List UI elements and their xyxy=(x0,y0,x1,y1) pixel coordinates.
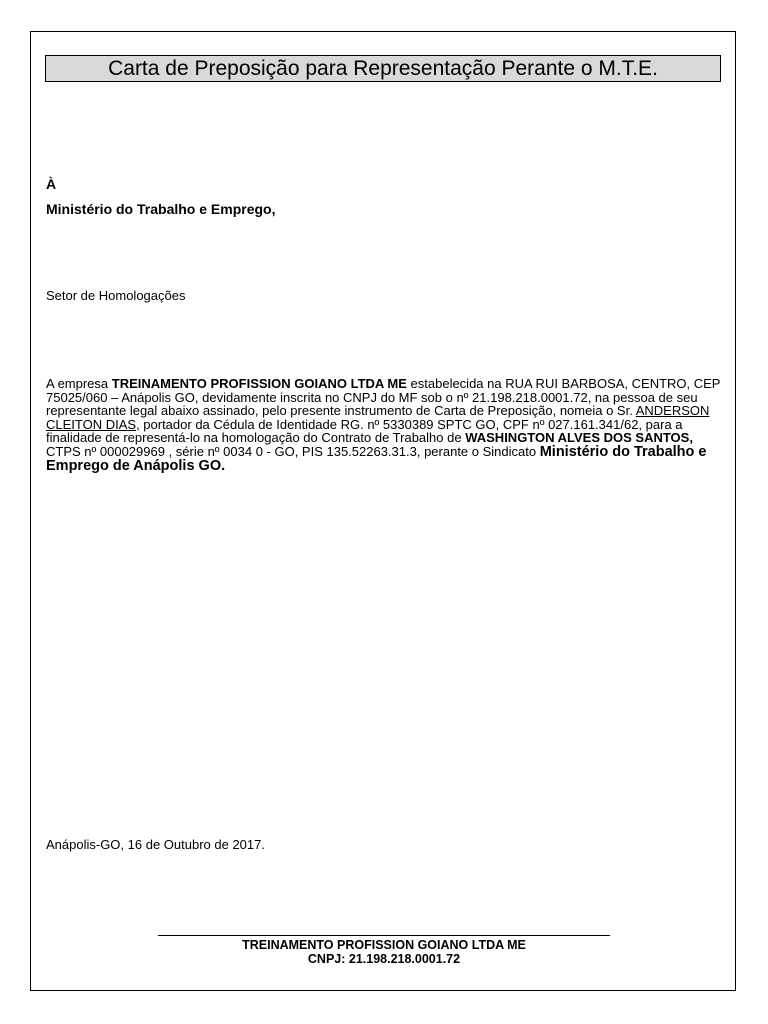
body-text: A empresa xyxy=(46,376,112,391)
date-line: Anápolis-GO, 16 de Outubro de 2017. xyxy=(46,837,265,852)
body-text: estabelecida na RUA RUI BARBOSA, CENTRO, CEP 75025/060 – Anápolis GO, devidamente inscrita no CNPJ do MF sob o nº 21.198.218.0001.72, na pessoa de seu representante legal abaixo assinado, pelo presente instrumento de Carta de Preposição, nomeia o Sr. xyxy=(46,376,721,418)
recipient: Ministério do Trabalho e Emprego, xyxy=(46,201,276,217)
signature-line xyxy=(158,935,610,936)
body-paragraph xyxy=(46,377,726,474)
body-text: , portador da Cédula de Identidade RG. nº 5330389 SPTC GO, CPF nº 027.161.341/62, para a finalidade de representá-lo na homologação do Contrato de Trabalho de xyxy=(46,416,683,445)
signature-cnpj: CNPJ: 21.198.218.0001.72 xyxy=(307,952,461,966)
signature-company: TREINAMENTO PROFISSION GOIANO LTDA ME xyxy=(242,938,526,952)
body-text: CTPS nº 000029969 , série nº 0034 0 - GO, PIS 135.52263.31.3, perante o Sindicato xyxy=(46,443,540,459)
company-name: TREINAMENTO PROFISSION GOIANO LTDA ME xyxy=(111,376,407,391)
sector-line: Setor de Homologações xyxy=(46,288,186,303)
union-name: Ministério do Trabalho e Emprego de Anápolis GO. xyxy=(46,443,707,474)
representative-name: ANDERSON CLEITON DIAS xyxy=(46,403,710,432)
greeting: À xyxy=(46,176,57,192)
employee-name: WASHINGTON ALVES DOS SANTOS, xyxy=(465,430,693,445)
document-title: Carta de Preposição para Representação Perante o M.T.E. xyxy=(45,55,721,82)
